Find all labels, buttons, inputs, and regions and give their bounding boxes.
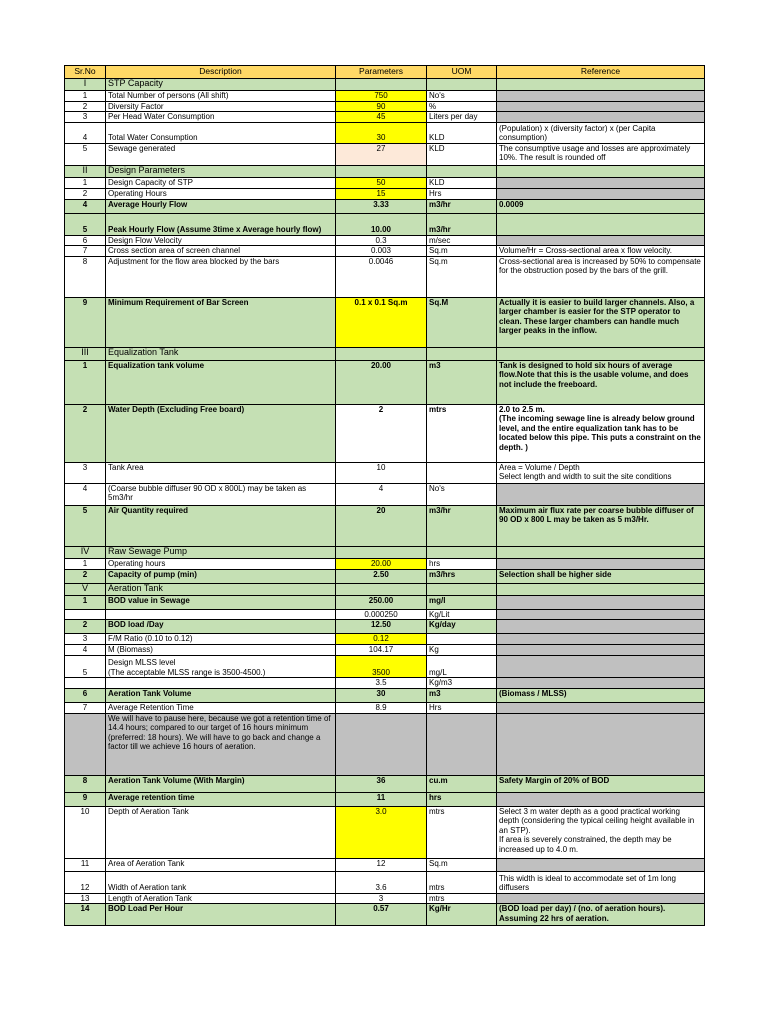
cell-description: Operating Hours [106,188,336,199]
cell-reference [497,188,705,199]
cell-parameter: 8.9 [336,702,427,713]
cell-uom: KLD [427,177,497,188]
cell-description: Peak Hourly Flow (Assume 3time x Average hourly flow) [106,213,336,235]
cell-parameter: 0.1 x 0.1 Sq.m [336,297,427,347]
table-row [65,634,705,645]
cell-reference [497,858,705,871]
cell-description: Aeration Tank [106,583,336,595]
table-row [65,505,705,546]
cell-description: M (Biomass) [106,645,336,656]
cell-uom: Sq.m [427,858,497,871]
cell-srno: 7 [65,702,106,713]
cell-uom: hrs [427,792,497,806]
cell-reference: 0.0009 [497,199,705,213]
cell-uom: No's [427,91,497,102]
cell-parameter: 11 [336,792,427,806]
cell-reference: Volume/Hr = Cross-sectional area x flow velocity. [497,246,705,257]
cell-description: Design Flow Velocity [106,235,336,246]
cell-uom: Liters per day [427,112,497,123]
table-row [65,904,705,926]
cell-description: Cross section area of screen channel [106,246,336,257]
table-row [65,893,705,904]
cell-parameter: 50 [336,177,427,188]
cell-parameter: 27 [336,143,427,165]
cell-description: Average Hourly Flow [106,199,336,213]
cell-parameter: 3.6 [336,871,427,893]
table-row [65,177,705,188]
cell-uom: Kg/Hr [427,904,497,926]
table-row [65,91,705,102]
cell-srno: 5 [65,656,106,678]
cell-reference: The consumptive usage and losses are approximately 10%. The result is rounded off [497,143,705,165]
cell-reference [497,112,705,123]
cell-srno: II [65,165,106,177]
cell-uom: Kg/m3 [427,678,497,689]
table-row [65,595,705,609]
cell-uom [427,583,497,595]
cell-reference [497,79,705,91]
cell-description: Minimum Requirement of Bar Screen [106,297,336,347]
cell-srno: 8 [65,256,106,297]
cell-uom: Kg/day [427,620,497,634]
cell-description: BOD Load Per Hour [106,904,336,926]
table-row [65,213,705,235]
cell-description: Depth of Aeration Tank [106,806,336,858]
cell-reference [497,347,705,360]
cell-srno: 7 [65,246,106,257]
cell-uom: mtrs [427,806,497,858]
table-row [65,871,705,893]
cell-uom: No's [427,483,497,505]
cell-parameter: 90 [336,101,427,112]
section-row [65,583,705,595]
cell-uom: Sq.M [427,297,497,347]
cell-uom: mtrs [427,893,497,904]
cell-srno: 5 [65,143,106,165]
cell-uom [427,79,497,91]
cell-description: Average Retention Time [106,702,336,713]
cell-uom: Sq.m [427,246,497,257]
cell-srno: 4 [65,122,106,143]
cell-uom [427,462,497,483]
cell-parameter: 10.00 [336,213,427,235]
cell-srno: 14 [65,904,106,926]
sheet-body [65,79,705,926]
section-row [65,546,705,558]
table-row [65,297,705,347]
cell-srno: 4 [65,199,106,213]
cell-reference [497,713,705,775]
cell-uom: m/sec [427,235,497,246]
cell-description: BOD value in Sewage [106,595,336,609]
cell-reference: Tank is designed to hold six hours of average flow.Note that this is the usable volume, and does not include the freeboard. [497,360,705,404]
table-row [65,246,705,257]
cell-reference [497,213,705,235]
cell-srno: III [65,347,106,360]
cell-parameter: 3.33 [336,199,427,213]
cell-parameter: 3500 [336,656,427,678]
cell-reference: Safety Margin of 20% of BOD [497,775,705,792]
table-row [65,256,705,297]
table-row [65,483,705,505]
table-row [65,462,705,483]
cell-parameter: 20.00 [336,360,427,404]
table-row [65,569,705,583]
table-row [65,678,705,689]
cell-reference [497,165,705,177]
cell-uom: m3/hr [427,505,497,546]
cell-reference [497,177,705,188]
cell-description: Average retention time [106,792,336,806]
cell-description: Adjustment for the flow area blocked by the bars [106,256,336,297]
table-row [65,235,705,246]
cell-description: Design Parameters [106,165,336,177]
cell-srno: 1 [65,177,106,188]
cell-srno: 13 [65,893,106,904]
table-row [65,688,705,702]
cell-parameter: 2 [336,404,427,462]
cell-description: Operating hours [106,558,336,569]
table-row [65,620,705,634]
cell-reference: Actually it is easier to build larger channels. Also, a larger chamber is easier for the STP operator to clean. These larger chambers can handle much larger peaks in the inflow. [497,297,705,347]
cell-description: F/M Ratio (0.10 to 0.12) [106,634,336,645]
header-row [65,66,705,79]
table-row [65,112,705,123]
cell-parameter: 10 [336,462,427,483]
cell-description: Width of Aeration tank [106,871,336,893]
cell-uom: Kg [427,645,497,656]
cell-uom: m3/hr [427,199,497,213]
cell-srno: 2 [65,188,106,199]
cell-uom: mg/L [427,656,497,678]
cell-uom: m3 [427,688,497,702]
cell-parameter: 30 [336,122,427,143]
cell-reference [497,645,705,656]
cell-parameter: 20.00 [336,558,427,569]
cell-parameter: 30 [336,688,427,702]
table-row [65,558,705,569]
cell-description: Total Water Consumption [106,122,336,143]
cell-description: Tank Area [106,462,336,483]
cell-description: Per Head Water Consumption [106,112,336,123]
cell-reference: (Population) x (diversity factor) x (per Capita consumption) [497,122,705,143]
cell-parameter [336,546,427,558]
cell-description: Aeration Tank Volume [106,688,336,702]
cell-srno: 4 [65,645,106,656]
cell-reference: Maximum air flux rate per coarse bubble diffuser of 90 OD x 800 L may be taken as 5 m3/Hr. [497,505,705,546]
cell-reference [497,583,705,595]
cell-reference [497,678,705,689]
cell-parameter: 3.0 [336,806,427,858]
cell-reference [497,101,705,112]
cell-reference [497,235,705,246]
header-parameters: Parameters [336,66,427,79]
cell-srno: 1 [65,91,106,102]
cell-uom: m3/hr [427,213,497,235]
cell-parameter: 36 [336,775,427,792]
cell-description: We will have to pause here, because we got a retention time of 14.4 hours; compared to our target of 16 hours minimum (preferred: 18 hours). We will have to go back and change a factor till we achieve 16 hours of aeration. [106,713,336,775]
cell-srno: 2 [65,404,106,462]
cell-description: Aeration Tank Volume (With Margin) [106,775,336,792]
cell-srno [65,609,106,620]
cell-parameter [336,713,427,775]
cell-reference: (Biomass / MLSS) [497,688,705,702]
cell-parameter: 750 [336,91,427,102]
cell-parameter: 0.000250 [336,609,427,620]
table-row [65,143,705,165]
cell-uom: mtrs [427,404,497,462]
cell-parameter: 0.3 [336,235,427,246]
cell-uom: Hrs [427,702,497,713]
cell-reference: Area = Volume / Depth Select length and width to suit the site conditions [497,462,705,483]
header-reference: Reference [497,66,705,79]
cell-uom [427,546,497,558]
cell-description: Total Number of persons (All shift) [106,91,336,102]
cell-srno: 2 [65,101,106,112]
cell-parameter: 4 [336,483,427,505]
cell-reference [497,546,705,558]
cell-uom: mtrs [427,871,497,893]
cell-uom: KLD [427,122,497,143]
cell-description: Equalization Tank [106,347,336,360]
cell-srno: 1 [65,595,106,609]
cell-description: Capacity of pump (min) [106,569,336,583]
table-row [65,404,705,462]
cell-srno [65,713,106,775]
header-description: Description [106,66,336,79]
cell-reference [497,609,705,620]
cell-parameter: 3 [336,893,427,904]
cell-description [106,678,336,689]
stp-design-sheet [64,65,705,926]
cell-srno: 2 [65,620,106,634]
cell-srno: 8 [65,775,106,792]
table-row [65,656,705,678]
cell-srno: V [65,583,106,595]
cell-reference [497,91,705,102]
cell-uom: Kg/Lit [427,609,497,620]
cell-parameter: 45 [336,112,427,123]
cell-reference: 2.0 to 2.5 m. (The incoming sewage line is already below ground level, and the entire equalization tank has to be located below this pipe. This puts a constraint on the depth. ) [497,404,705,462]
cell-description [106,609,336,620]
cell-description: Equalization tank volume [106,360,336,404]
cell-srno: 6 [65,235,106,246]
cell-srno: 11 [65,858,106,871]
cell-srno: I [65,79,106,91]
cell-description: BOD load /Day [106,620,336,634]
cell-reference [497,656,705,678]
table-row [65,775,705,792]
cell-reference [497,893,705,904]
table-row [65,792,705,806]
cell-uom [427,634,497,645]
cell-uom: KLD [427,143,497,165]
cell-srno: 5 [65,213,106,235]
section-row [65,347,705,360]
section-row [65,165,705,177]
table-row [65,645,705,656]
cell-reference: Select 3 m water depth as a good practical working depth (considering the typical ceiling height available in an STP). If area is severely constrained, the depth may be increased up to 4.0 m. [497,806,705,858]
section-row [65,79,705,91]
cell-parameter: 0.003 [336,246,427,257]
cell-srno [65,678,106,689]
cell-srno: 1 [65,360,106,404]
cell-uom: m3/hrs [427,569,497,583]
cell-reference: Cross-sectional area is increased by 50% to compensate for the obstruction posed by the bars of the grill. [497,256,705,297]
cell-srno: 12 [65,871,106,893]
cell-parameter: 104.17 [336,645,427,656]
cell-parameter: 12 [336,858,427,871]
table-row [65,101,705,112]
cell-reference: Selection shall be higher side [497,569,705,583]
cell-reference [497,620,705,634]
cell-reference [497,595,705,609]
cell-description: Area of Aeration Tank [106,858,336,871]
cell-uom: % [427,101,497,112]
cell-uom [427,713,497,775]
cell-description: Sewage generated [106,143,336,165]
cell-srno: 6 [65,688,106,702]
table-row [65,360,705,404]
cell-uom [427,165,497,177]
cell-srno: 3 [65,634,106,645]
table-row [65,188,705,199]
cell-parameter [336,347,427,360]
cell-description: Design MLSS level (The acceptable MLSS range is 3500-4500.) [106,656,336,678]
cell-description: Length of Aeration Tank [106,893,336,904]
cell-reference [497,702,705,713]
table-row [65,199,705,213]
cell-uom: mg/l [427,595,497,609]
cell-parameter [336,79,427,91]
cell-parameter: 2.50 [336,569,427,583]
cell-description: Air Quantity required [106,505,336,546]
cell-description: Water Depth (Excluding Free board) [106,404,336,462]
cell-uom: Sq.m [427,256,497,297]
table-row [65,806,705,858]
table-row [65,122,705,143]
cell-description: STP Capacity [106,79,336,91]
cell-description: Diversity Factor [106,101,336,112]
cell-reference: (BOD load per day) / (no. of aeration hours). Assuming 22 hrs of aeration. [497,904,705,926]
cell-uom [427,347,497,360]
cell-srno: 3 [65,112,106,123]
cell-reference [497,483,705,505]
table-row [65,702,705,713]
cell-reference [497,792,705,806]
cell-parameter: 20 [336,505,427,546]
cell-srno: 9 [65,792,106,806]
cell-srno: 10 [65,806,106,858]
cell-srno: 9 [65,297,106,347]
cell-parameter: 12.50 [336,620,427,634]
cell-reference: This width is ideal to accommodate set of 1m long diffusers [497,871,705,893]
cell-parameter: 15 [336,188,427,199]
table-row [65,609,705,620]
cell-parameter: 250.00 [336,595,427,609]
cell-parameter: 3.5 [336,678,427,689]
cell-uom: cu.m [427,775,497,792]
cell-description: Raw Sewage Pump [106,546,336,558]
cell-description: (Coarse bubble diffuser 90 OD x 800L) may be taken as 5m3/hr [106,483,336,505]
cell-srno: IV [65,546,106,558]
header-srno: Sr.No [65,66,106,79]
header-uom: UOM [427,66,497,79]
cell-uom: Hrs [427,188,497,199]
cell-srno: 3 [65,462,106,483]
cell-parameter: 0.57 [336,904,427,926]
cell-srno: 4 [65,483,106,505]
cell-uom: hrs [427,558,497,569]
cell-reference [497,558,705,569]
cell-uom: m3 [427,360,497,404]
cell-parameter: 0.0046 [336,256,427,297]
cell-parameter [336,165,427,177]
cell-srno: 1 [65,558,106,569]
table-row [65,713,705,775]
cell-srno: 2 [65,569,106,583]
cell-reference [497,634,705,645]
table-row [65,858,705,871]
cell-srno: 5 [65,505,106,546]
cell-parameter: 0.12 [336,634,427,645]
cell-parameter [336,583,427,595]
cell-description: Design Capacity of STP [106,177,336,188]
